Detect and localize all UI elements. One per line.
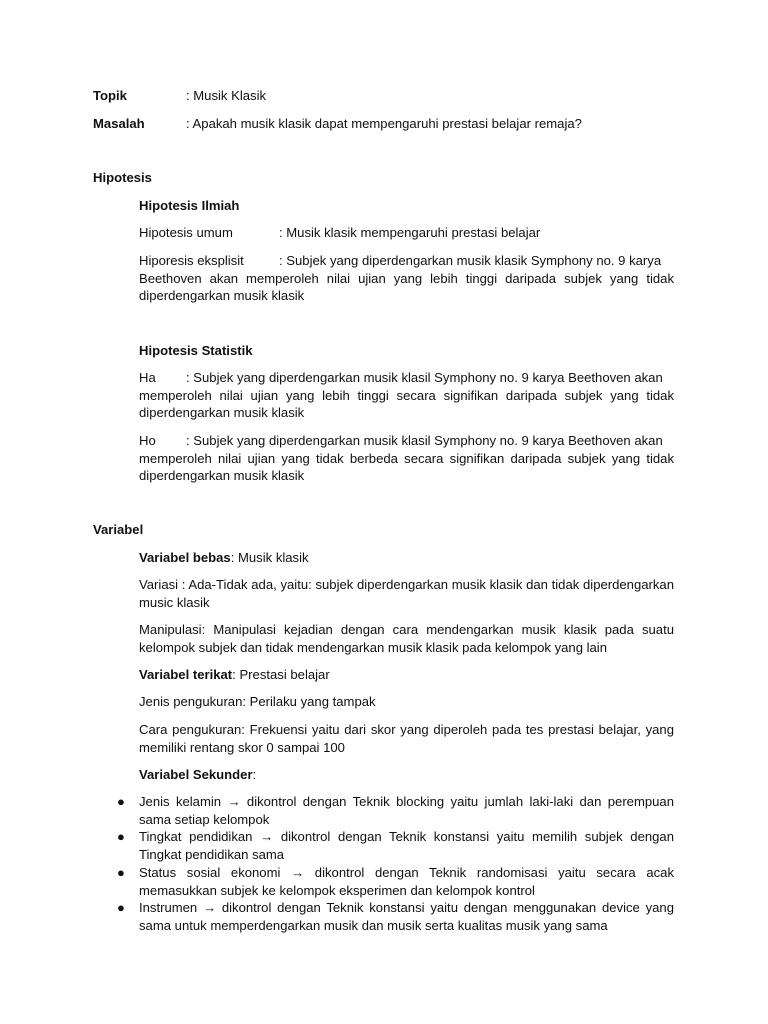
hipotesis-eksplisit-label: Hiporesis eksplisit bbox=[139, 253, 244, 268]
topik-label: Topik bbox=[93, 88, 127, 103]
ho-continuation: memperoleh nilai ujian yang tidak berbeda secara signifikan daripada subjek yang tidak diperdengarkan musik klasik bbox=[139, 450, 674, 484]
variabel-sekunder bbox=[139, 766, 256, 784]
variabel-sekunder-label: Variabel Sekunder bbox=[139, 767, 253, 782]
manipulasi-text: Manipulasi: Manipulasi kejadian dengan cara mendengarkan musik klasik pada suatu kelompok subjek dan tidak mendengarkan musik klasik pada kelompok yang lain bbox=[139, 622, 674, 655]
ha-label: Ha bbox=[139, 370, 156, 385]
variabel-terikat-label: Variabel terikat bbox=[139, 667, 233, 682]
masalah-label: Masalah bbox=[93, 116, 145, 131]
bullet-icon: ● bbox=[117, 900, 125, 915]
list-item-text: Tingkat pendidikan → dikontrol dengan Teknik konstansi yaitu memilih subjek dengan Tingkat pendidikan sama bbox=[139, 829, 674, 862]
variabel-terikat bbox=[139, 666, 330, 684]
ha-continuation: memperoleh nilai ujian yang lebih tinggi secara signifikan daripada subjek yang tidak diperdengarkan musik klasik bbox=[139, 387, 674, 421]
hipotesis-ilmiah-heading: Hipotesis Ilmiah bbox=[139, 198, 240, 213]
hipotesis-umum-label: Hipotesis umum bbox=[139, 225, 233, 240]
masalah-value: : Apakah musik klasik dapat mempengaruhi prestasi belajar remaja? bbox=[186, 116, 582, 131]
variabel-bebas-label: Variabel bebas bbox=[139, 550, 231, 565]
ha-value: : Subjek yang diperdengarkan musik klasil Symphony no. 9 karya Beethoven akan bbox=[186, 370, 663, 385]
ho-label: Ho bbox=[139, 433, 156, 448]
hipotesis-eksplisit-continuation: Beethoven akan memperoleh nilai ujian yang lebih tinggi daripada subjek yang tidak diperdengarkan musik klasik bbox=[139, 270, 674, 304]
bullet-icon: ● bbox=[117, 829, 125, 844]
variabel-terikat-value: : Prestasi belajar bbox=[232, 667, 330, 682]
variabel-bebas-value: : Musik klasik bbox=[230, 550, 309, 565]
hipotesis-heading: Hipotesis bbox=[93, 170, 152, 185]
list-item-text: Status sosial ekonomi → dikontrol dengan Teknik randomisasi yaitu secara acak memasukkan subjek ke kelompok eksperimen dan kelompok kontrol bbox=[139, 865, 674, 898]
variabel-heading: Variabel bbox=[93, 522, 144, 537]
topik-value: : Musik Klasik bbox=[186, 88, 267, 103]
hipotesis-umum-value: : Musik klasik mempengaruhi prestasi belajar bbox=[279, 225, 541, 240]
variabel-sekunder-colon: : bbox=[252, 767, 257, 782]
hipotesis-eksplisit-value: : Subjek yang diperdengarkan musik klasik Symphony no. 9 karya bbox=[279, 253, 662, 268]
jenis-pengukuran-text: Jenis pengukuran: Perilaku yang tampak bbox=[139, 694, 376, 709]
cara-pengukuran-text: Cara pengukuran: Frekuensi yaitu dari skor yang diperoleh pada tes prestasi belajar, yang memiliki rentang skor 0 sampai 100 bbox=[139, 722, 674, 755]
list-item-text: Instrumen → dikontrol dengan Teknik konstansi yaitu dengan menggunakan device yang sama untuk memperdengarkan musik dan musik serta kualitas musik yang sama bbox=[139, 900, 674, 933]
list-item-text: Jenis kelamin → dikontrol dengan Teknik blocking yaitu jumlah laki-laki dan perempuan sama setiap kelompok bbox=[139, 794, 674, 827]
bullet-icon: ● bbox=[117, 865, 125, 880]
bullet-icon: ● bbox=[117, 794, 125, 809]
ho-value: : Subjek yang diperdengarkan musik klasil Symphony no. 9 karya Beethoven akan bbox=[186, 433, 663, 448]
variabel-bebas bbox=[139, 549, 309, 567]
hipotesis-statistik-heading: Hipotesis Statistik bbox=[139, 343, 253, 358]
variasi-text: Variasi : Ada-Tidak ada, yaitu: subjek diperdengarkan musik klasik dan tidak diperdengarkan music klasik bbox=[139, 577, 674, 610]
